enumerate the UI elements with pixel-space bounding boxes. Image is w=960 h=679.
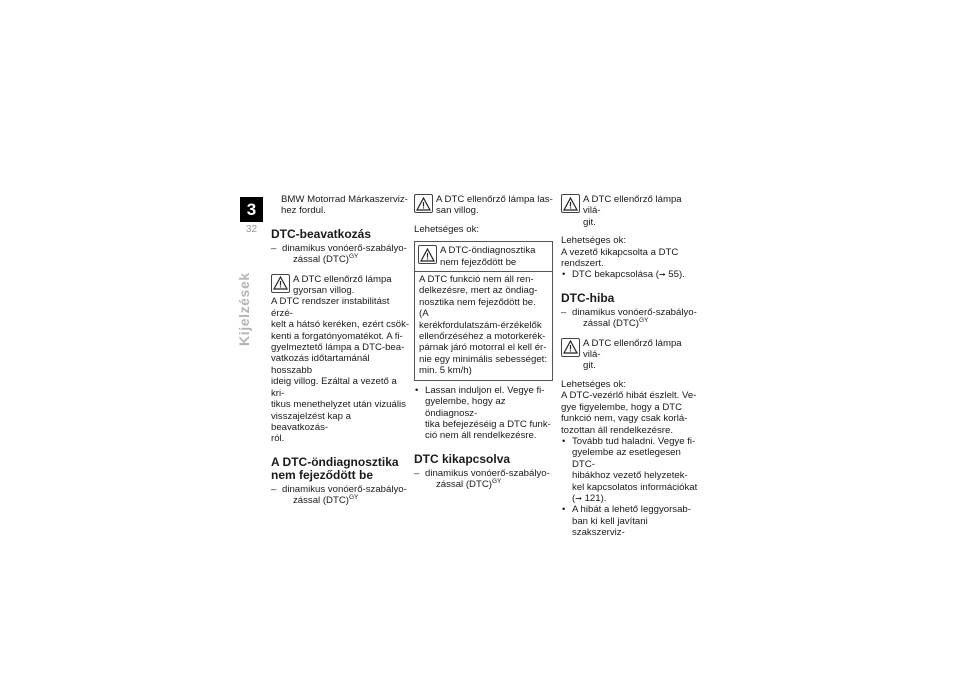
page-ref-link[interactable]: 121). bbox=[584, 492, 607, 504]
intro-text: BMW Motorrad Márkaszerviz- hez fordul. bbox=[281, 194, 408, 217]
warning-triangle-icon bbox=[418, 245, 437, 264]
bullet-repair: • A hibát a lehető leggyorsab- ban ki kell javítani szakszerviz- bbox=[561, 504, 700, 538]
possible-cause-label: Lehetséges ok: bbox=[414, 223, 480, 235]
heading-self-diagnosis: A DTC-öndiagnosztika nem fejeződött be bbox=[271, 454, 399, 482]
heading-dtc-off: DTC kikapcsolva bbox=[414, 451, 511, 466]
heading-dtc-error: DTC-hiba bbox=[561, 290, 615, 305]
bullet-switch-on-dtc: • DTC bekapcsolása (➞ 55). bbox=[561, 269, 700, 280]
bullet-start-slowly: • Lassan induljon el. Vegye fi- gyelembe, hogy az öndiagnosz- tika befejezéséig a DTC funk- ció nem áll rendelkezésre. bbox=[414, 385, 553, 442]
heading-dtc-intervention: DTC-beavatkozás bbox=[271, 226, 372, 241]
chapter-marker bbox=[240, 197, 263, 235]
column-2 bbox=[414, 194, 553, 491]
error-description: A DTC-vezérlő hibát észlelt. Ve- gye figyelembe, hogy a DTC funkció nem, vagy csak korlá- tozottan áll rendelkezésre. bbox=[561, 390, 697, 436]
condition-dtc: – dinamikus vonóerő-szabályo- zással (DTC)$^{GY}$ bbox=[271, 243, 410, 266]
warning-fast-flash: A DTC ellenőrző lámpa gyorsan villog. bbox=[271, 274, 410, 297]
warning-triangle-icon bbox=[561, 338, 580, 357]
warning-slow-flash: A DTC ellenőrző lámpa las- san villog. bbox=[414, 194, 553, 217]
cause-text: A vezető kikapcsolta a DTC rendszert. bbox=[561, 246, 679, 270]
chapter-number: 3 bbox=[240, 197, 263, 222]
page-ref-link[interactable]: 55). bbox=[668, 269, 685, 281]
section-title: Kijelzések bbox=[236, 272, 252, 346]
cause-box: A DTC-öndiagnosztika nem fejeződött be A DTC funkció nem áll ren- delkezésre, mert az öndiag- nosztika nem fejeződött be. (A kerékfordulatszám-érzékelők ellenőrzéséhez a motorkerék- párnak járó motorral el kell ér- nie egy minimális sebességet: min. 5 km/h) bbox=[414, 241, 553, 380]
page-number: 32 bbox=[245, 224, 258, 235]
arrow-right-icon: ➞ bbox=[575, 493, 582, 503]
intervention-description: A DTC rendszer instabilitást érzé- kelt a hátsó keréken, ezért csök- kenti a forgatónyomatékot. A fi- gyelmeztető lámpa a DTC-bea- vatkozás időtartamánál hosszabb ideig villog. Ezáltal a vezető a kri- tikus menethelyzet után vizuális visszajelzést kap a beavatkozás- ról. bbox=[271, 296, 410, 445]
cause-box-body: A DTC funkció nem áll ren- delkezésre, mert az öndiag- nosztika nem fejeződött be. (A kerékfordulatszám-érzékelők ellenőrzéséhez a motorkerék- párnak járó motorral el kell ér- nie egy minimális sebességet: min. 5 km/h) bbox=[419, 274, 547, 377]
column-3 bbox=[561, 194, 700, 539]
possible-cause-label: Lehetséges ok: bbox=[561, 378, 627, 390]
warning-triangle-icon bbox=[561, 194, 580, 213]
column-1 bbox=[271, 194, 410, 507]
condition-dtc-2: – dinamikus vonóerő-szabályo- zással (DTC)$^{GY}$ bbox=[271, 484, 410, 507]
warning-lit-2: A DTC ellenőrző lámpa vilá- git. bbox=[561, 338, 700, 372]
warning-triangle-icon bbox=[414, 194, 433, 213]
warning-lit: A DTC ellenőrző lámpa vilá- git. bbox=[561, 194, 700, 228]
condition-dtc-3: – dinamikus vonóerő-szabályo- zással (DTC)$^{GY}$ bbox=[414, 468, 553, 491]
arrow-right-icon: ➞ bbox=[658, 270, 666, 280]
warning-triangle-icon bbox=[271, 274, 290, 293]
condition-dtc-4: – dinamikus vonóerő-szabályo- zással (DTC)$^{GY}$ bbox=[561, 307, 700, 330]
possible-cause-label: Lehetséges ok: bbox=[561, 235, 627, 247]
bullet-continue-riding: • Tovább tud haladni. Vegye fi- gyelembe az esetlegesen DTC- hibákhoz vezető helyzetek- kel kapcsolatos információkat (➞ 121). bbox=[561, 436, 700, 504]
